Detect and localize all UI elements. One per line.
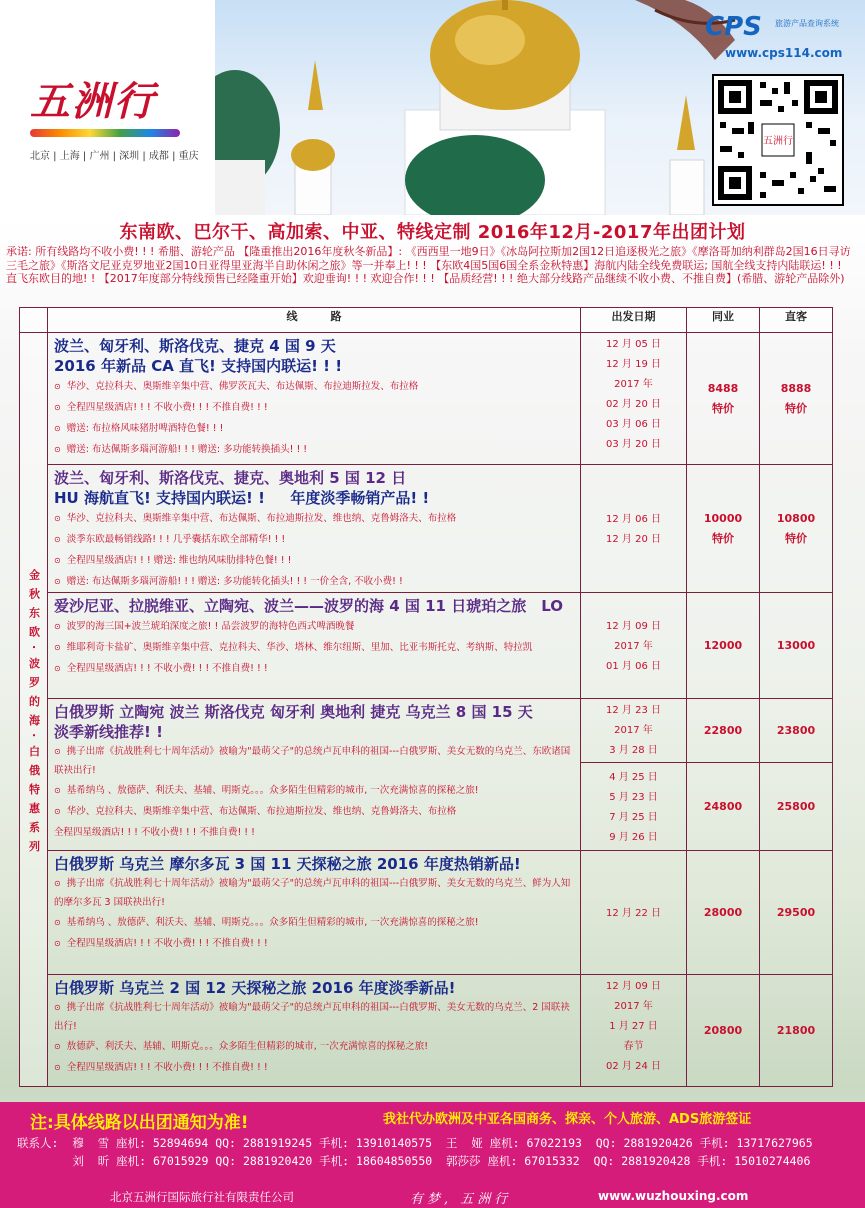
route-bullet: ⊙ 赠送: 布达佩斯多瑙河游船! ! ! 赠送: 多功能转化插头! ! ! 一价全含, 不收小费! ! — [54, 571, 574, 592]
route-subtitle: 淡季新线推荐! ! — [54, 723, 163, 741]
route-bullet: ⊙ 携子出席《抗战胜利七十周年活动》被喻为"最萌父子"的总统卢瓦申科的祖国---白俄罗斯、美女无数的乌克兰、2 国联袂出行! — [54, 998, 574, 1036]
route-bullet: ⊙ 携子出席《抗战胜利七十周年活动》被喻为"最萌父子"的总统卢瓦申科的祖国---白俄罗斯、美女无数的乌克兰、鲜为人知的摩尔多瓦 3 国联袂出行! — [54, 874, 574, 912]
peer-price-note: 特价 — [712, 401, 734, 415]
route-title[interactable]: 波兰、匈牙利、斯洛伐克、捷克、奥地利 5 国 12 日 — [54, 469, 407, 487]
cps-badge — [705, 12, 855, 72]
route-cell — [48, 699, 581, 851]
route-title[interactable]: 白俄罗斯 乌克兰 摩尔多瓦 3 国 11 天探秘之旅 2016 年度热销新品! — [54, 855, 521, 873]
departure-date: 1 月 27 日 — [609, 1021, 658, 1032]
route-bullet: ⊙ 全程四星级酒店! ! ! 不收小费! ! ! 不推自费! ! ! — [54, 933, 574, 954]
direct-price-cell — [760, 699, 833, 763]
cps-url[interactable]: www.cps114.com — [725, 46, 843, 60]
peer-price-cell — [687, 699, 760, 763]
contact-line: 联系人: 穆 雪 座机: 52894694 QQ: 2881919245 手机: 13910140575 王 娅 座机: 67022193 QQ: 2881920426 手机: 13717627965 — [17, 1136, 813, 1150]
direct-price-cell — [760, 975, 833, 1087]
route-bullet: ⊙ 波罗的海三国+波兰琥珀深度之旅! ! 品尝波罗的海特色西式啤酒晚餐 — [54, 616, 574, 637]
route-subtitle: HU 海航直飞! 支持国内联运! ! 年度淡季畅销产品! ! — [54, 489, 430, 507]
route-title[interactable]: 爱沙尼亚、拉脱维亚、立陶宛、波兰——波罗的海 4 国 11 日琥珀之旅 LO — [54, 597, 563, 615]
route-cell — [48, 465, 581, 593]
departure-date: 02 月 20 日 — [606, 399, 661, 410]
peer-price-note: 特价 — [712, 531, 734, 545]
departure-date: 03 月 20 日 — [606, 439, 661, 450]
departure-date: 5 月 23 日 — [609, 791, 658, 803]
departure-date: 12 月 22 日 — [606, 907, 661, 919]
qr-code-icon — [712, 74, 844, 206]
route-bullet: ⊙ 赠送: 布达佩斯多瑙河游船! ! ! 赠送: 多功能转换插头! ! ! — [54, 439, 574, 460]
contact-line: 刘 昕 座机: 67015929 QQ: 2881920420 手机: 18604850550 郭莎莎 座机: 67015332 QQ: 2881920428 手机: 15010274406 — [17, 1154, 811, 1168]
direct-price: 21800 — [776, 1023, 816, 1037]
route-bullet: ⊙ 华沙、克拉科夫、奥斯维辛集中营、布达佩斯、布拉迪斯拉发、维也纳、克鲁姆洛夫、布拉格 — [54, 508, 574, 529]
intro-text: 承诺: 所有线路均不收小费! ! ! 希腊、游轮产品 【隆重推出2016年度秋冬新品】: 《西西里一地9日》《冰岛阿拉斯加2国12日追逐极光之旅》《摩洛哥加纳利群岛2国16日寻访三毛之旅》《斯洛文尼亚克罗地亚2国10日亚得里亚海半自助休闲之旅》等一并奉上! ! ! 【东欧4国5国6国全系金秋特惠】海航内陆全线免费联运; 国航全线支持内陆联运! ! ! 直飞东欧目的地! ! 【2017年度部分特线预售已经隆重开始】欢迎垂询! ! ! 欢迎合作! ! ! 【品质经营! ! ! 绝大部分线路产品继续不收小费、不推自费】(希腊、游轮产品除外) — [6, 245, 851, 286]
departure-date: 春节 — [623, 1041, 644, 1052]
table-row — [20, 333, 833, 465]
direct-price-cell — [760, 763, 833, 851]
departure-date: 03 月 06 日 — [606, 419, 661, 430]
departure-date: 2017 年 — [614, 640, 653, 652]
direct-price-cell — [760, 465, 833, 593]
departure-date: 3 月 28 日 — [609, 745, 658, 756]
header-direct: 直客 — [760, 308, 833, 333]
route-subtitle: 2016 年新品 CA 直飞! 支持国内联运! ! ! — [54, 357, 343, 375]
departure-date: 12 月 19 日 — [606, 359, 661, 370]
route-bullet: ⊙ 淡季东欧最畅销线路! ! ! 几乎囊括东欧全部精华! ! ! — [54, 529, 574, 550]
footer — [0, 1102, 865, 1208]
departure-date: 2017 年 — [614, 725, 653, 736]
departure-date: 9 月 26 日 — [609, 831, 658, 843]
peer-price-cell — [687, 763, 760, 851]
departure-date: 12 月 09 日 — [606, 981, 661, 992]
route-bullet: ⊙ 基希纳乌 、敖德萨、利沃夫、基辅、明斯克。。。众多陌生但精彩的城市, 一次充满惊喜的探秘之旅! — [54, 780, 574, 801]
cps-subtitle: 旅游产品查询系统 — [775, 19, 839, 28]
cps-logo: CPS — [705, 12, 762, 42]
peer-price-cell — [687, 593, 760, 699]
header-date: 出发日期 — [581, 308, 687, 333]
departure-date: 4 月 25 日 — [609, 771, 658, 783]
peer-price: 28000 — [703, 905, 743, 919]
header-side — [20, 308, 48, 333]
company-logo — [30, 70, 220, 162]
direct-price: 8888 — [780, 381, 812, 395]
route-bullet: ⊙ 全程四星级酒店! ! ! 不收小费! ! ! 不推自费! ! ! — [54, 1057, 574, 1078]
peer-price: 8488 — [707, 381, 739, 395]
route-bullet: ⊙ 全程四星级酒店! ! ! 不收小费! ! ! 不推自费! ! ! — [54, 397, 574, 418]
table-row — [20, 851, 833, 975]
departure-date: 12 月 05 日 — [606, 339, 661, 350]
slogan: 有梦, 五洲行 — [410, 1192, 512, 1207]
dates-cell — [581, 593, 687, 699]
route-title[interactable]: 白俄罗斯 乌克兰 2 国 12 天探秘之旅 2016 年度淡季新品! — [54, 979, 456, 997]
peer-price: 20800 — [703, 1023, 743, 1037]
page-title: 东南欧、巴尔干、高加索、中亚、特线定制 2016年12月-2017年出团计划 — [119, 222, 746, 243]
peer-price-cell — [687, 333, 760, 465]
route-bullet: 全程四星级酒店! ! ! 不收小费! ! ! 不推自费! ! ! — [54, 827, 255, 838]
direct-price-note: 特价 — [785, 401, 807, 415]
route-bullet: ⊙ 维耶利奇卡盐矿、奥斯维辛集中营、克拉科夫、华沙、塔林、维尔纽斯、里加、比亚韦斯托克、考纳斯、特拉凯 — [54, 637, 574, 658]
direct-price-cell — [760, 851, 833, 975]
dates-cell — [581, 763, 687, 851]
route-bullet: ⊙ 赠送: 布拉格风味猪肘啤酒特色餐! ! ! — [54, 418, 574, 439]
departure-date: 12 月 09 日 — [606, 620, 661, 632]
logo-text: 五洲行 — [30, 78, 156, 125]
peer-price: 12000 — [703, 638, 743, 652]
departure-date: 02 月 24 日 — [606, 1061, 661, 1072]
route-bullet: ⊙ 全程四星级酒店! ! ! 赠送: 维也纳风味肋排特色餐! ! ! — [54, 550, 574, 571]
route-bullet: ⊙ 华沙、克拉科夫、奥斯维辛集中营、布达佩斯、布拉迪斯拉发、维也纳、克鲁姆洛夫、布拉格 — [54, 801, 574, 822]
dates-cell — [581, 699, 687, 763]
departure-date: 12 月 23 日 — [606, 705, 661, 716]
footer-visa-service: 我社代办欧洲及中亚各国商务、探亲、个人旅游、ADS旅游签证 — [383, 1112, 752, 1127]
direct-price: 23800 — [776, 723, 816, 737]
departure-date: 12 月 20 日 — [606, 533, 661, 545]
peer-price-cell — [687, 851, 760, 975]
side-label-cell — [20, 333, 48, 1087]
series-side-label: 金秋东欧·波罗的海·白俄特惠系列 — [27, 569, 41, 860]
website-link[interactable]: www.wuzhouxing.com — [598, 1189, 749, 1203]
direct-price: 25800 — [776, 799, 816, 813]
route-bullet: ⊙ 携子出席《抗战胜利七十周年活动》被喻为"最萌父子"的总统卢瓦申科的祖国---白俄罗斯、美女无数的乌克兰、东欧诸国联袂出行! — [54, 742, 574, 780]
table-row — [20, 699, 833, 763]
departure-date: 12 月 06 日 — [606, 513, 661, 525]
departure-date: 2017 年 — [614, 379, 653, 390]
footer-notice: 注:具体线路以出团通知为准! — [30, 1113, 249, 1133]
departure-date: 7 月 25 日 — [609, 811, 658, 823]
header-route: 线 路 — [48, 308, 581, 333]
logo-swoosh — [30, 129, 180, 137]
route-bullet: ⊙ 敖德萨、利沃夫、基辅、明斯克。。。众多陌生但精彩的城市, 一次充满惊喜的探秘之旅! — [54, 1036, 574, 1057]
departure-date: 01 月 06 日 — [606, 660, 661, 672]
route-title[interactable]: 波兰、匈牙利、斯洛伐克、捷克 4 国 9 天 — [54, 337, 336, 355]
svg-text:五洲行: 五洲行 — [763, 136, 793, 147]
direct-price-cell — [760, 593, 833, 699]
direct-price: 10800 — [776, 511, 816, 525]
dates-cell — [581, 465, 687, 593]
dates-cell — [581, 975, 687, 1087]
peer-price: 24800 — [703, 799, 743, 813]
table-row — [20, 975, 833, 1087]
peer-price-cell — [687, 465, 760, 593]
dates-cell — [581, 851, 687, 975]
route-bullet: ⊙ 全程四星级酒店! ! ! 不收小费! ! ! 不推自费! ! ! — [54, 658, 574, 679]
route-bullet: ⊙ 基希纳乌 、敖德萨、利沃夫、基辅、明斯克。。。众多陌生但精彩的城市, 一次充满惊喜的探秘之旅! — [54, 912, 574, 933]
logo-cities: 北京 | 上海 | 广州 | 深圳 | 成都 | 重庆 — [30, 151, 199, 162]
table-header-row — [20, 308, 833, 333]
direct-price-note: 特价 — [785, 531, 807, 545]
peer-price: 10000 — [703, 511, 743, 525]
direct-price: 29500 — [776, 905, 816, 919]
direct-price: 13000 — [776, 638, 816, 652]
direct-price-cell — [760, 333, 833, 465]
route-cell — [48, 851, 581, 975]
tour-schedule-table — [19, 307, 833, 1087]
route-cell — [48, 975, 581, 1087]
peer-price: 22800 — [703, 723, 743, 737]
company-name: 北京五洲行国际旅行社有限责任公司 — [110, 1190, 294, 1204]
route-cell — [48, 593, 581, 699]
peer-price-cell — [687, 975, 760, 1087]
departure-date: 2017 年 — [614, 1001, 653, 1012]
table-row — [20, 465, 833, 593]
header-banner — [0, 0, 865, 215]
route-cell — [48, 333, 581, 465]
route-bullet: ⊙ 华沙、克拉科夫、奥斯维辛集中营、佛罗茨瓦夫、布达佩斯、布拉迪斯拉发、布拉格 — [54, 376, 574, 397]
header-peer: 同业 — [687, 308, 760, 333]
table-row — [20, 593, 833, 699]
dates-cell — [581, 333, 687, 465]
route-title[interactable]: 白俄罗斯 立陶宛 波兰 斯洛伐克 匈牙利 奥地利 捷克 乌克兰 8 国 15 天 — [54, 703, 533, 721]
